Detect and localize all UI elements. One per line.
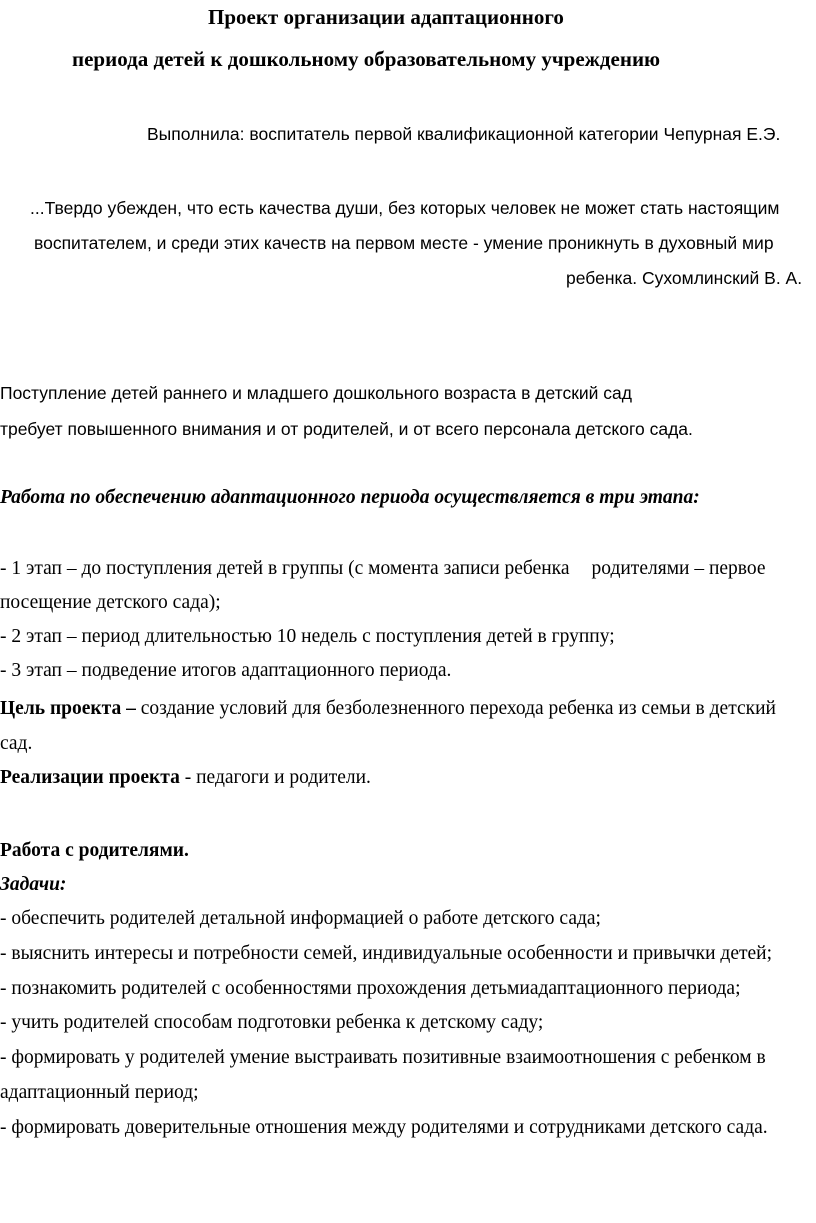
tasks-heading: Задачи: xyxy=(0,874,67,895)
intro-line-2: требует повышенного внимания и от родителей, и от всего персонала детского сада. xyxy=(0,419,693,439)
task-5-line-1 xyxy=(0,1046,766,1070)
realization-label: Реализации проекта xyxy=(0,767,180,788)
realization-line xyxy=(0,766,371,790)
intro-line-1: Поступление детей раннего и младшего дошкольного возраста в детский сад xyxy=(0,383,632,403)
realization-text: - педагоги и родители. xyxy=(179,767,371,788)
stage-1-text-b: родителями – первое xyxy=(591,558,766,579)
goal-line-2: сад. xyxy=(0,733,33,754)
epigraph-line-1: ...Твердо убежден, что есть качества души, без которых человек не может стать настоящим xyxy=(30,198,780,218)
title-line-1: Проект организации адаптационного xyxy=(208,5,564,29)
stage-3-line: - 3 этап – подведение итогов адаптационного периода. xyxy=(0,660,452,681)
author-line: Выполнила: воспитатель первой квалификационной категории Чепурная Е.Э. xyxy=(147,124,781,144)
epigraph-line-3: ребенка. Сухомлинский В. А. xyxy=(566,268,803,288)
task-5-text-b: взаимоотношения с ребенком в xyxy=(501,1047,766,1068)
epigraph-line-2: воспитателем, и среди этих качеств на первом месте - умение проникнуть в духовный мир xyxy=(34,233,774,253)
parents-heading: Работа с родителями. xyxy=(0,840,189,861)
title-line-2: периода детей к дошкольному образовательному учреждению xyxy=(72,47,661,71)
task-6: - формировать доверительные отношения между родителями и сотрудниками детского сада. xyxy=(0,1117,768,1138)
goal-text: создание условий для безболезненного перехода ребенка из семьи в детский xyxy=(135,698,776,719)
stage-1-line-2: посещение детского сада); xyxy=(0,592,221,613)
task-5-text-a: - формировать у родителей умение выстраивать позитивные xyxy=(0,1047,502,1068)
stage-2-line: - 2 этап – период длительностью 10 недель с поступления детей в группу; xyxy=(0,626,615,647)
stage-1-line-1 xyxy=(0,557,766,581)
stages-heading: Работа по обеспечению адаптационного периода осуществляется в три этапа: xyxy=(0,487,700,508)
goal-label: Цель проекта – xyxy=(0,698,136,719)
task-2: - выяснить интересы и потребности семей, индивидуальные особенности и привычки детей; xyxy=(0,943,773,964)
task-4: - учить родителей способам подготовки ребенка к детскому саду; xyxy=(0,1012,544,1033)
goal-line xyxy=(0,697,776,721)
stage-1-text-a: - 1 этап – до поступления детей в группы (с момента записи ребенка xyxy=(0,558,570,579)
task-3: - познакомить родителей с особенностями прохождения детьмиадаптационного периода; xyxy=(0,978,741,999)
task-1: - обеспечить родителей детальной информацией о работе детского сада; xyxy=(0,908,601,929)
task-5-line-2: адаптационный период; xyxy=(0,1082,199,1103)
